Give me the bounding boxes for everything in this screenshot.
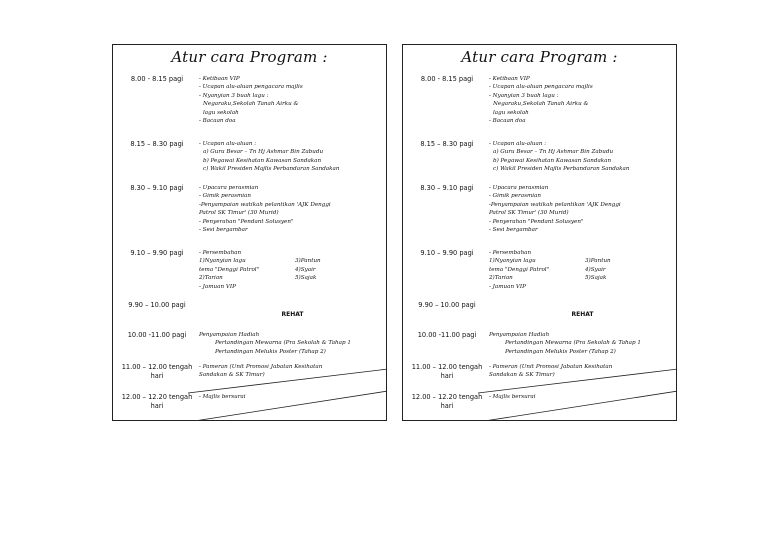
activity-list [489,331,672,356]
time-slot: 8.30 – 9.10 pagi [130,184,184,192]
time-slot: 9.10 – 9.90 pagi [420,249,474,257]
activity-line: - Ketibaan VIP [199,76,240,82]
activity-line: - Majlis bersurai [199,394,246,400]
activity-line: - Gimik perasmian [199,193,251,200]
performance-item: 2)Tarian [199,275,223,282]
activity-line: - Bacaan doa [199,118,236,125]
activity-list [199,363,382,380]
activity-line: Negaraku,Sekolah Tanah Airku & [203,101,299,108]
performance-grid [199,257,382,282]
performance-item: 3)Pantun [585,258,611,265]
time-slot: 11.00 – 12.00 tengah hari [121,363,193,380]
activity-line: -Penyampaian watikah pelantikan 'AJK Denggi [199,201,331,208]
activity-list [199,140,382,174]
activity-line: - Majlis bersurai [489,394,536,400]
activity-line: - Ucapan alu-aluan pengacara majlis [199,84,303,91]
activity-line: -Penyampaian watikah pelantikan 'AJK Denggi [489,201,621,208]
activity-list [489,75,672,125]
activity-line: - Bacaan doa [489,118,526,125]
activity-line: - Ucapan alu-aluan : [489,141,547,147]
performance-item: 4)Syair [585,266,606,273]
rehat-label: REHAT [571,311,594,318]
performance-item: 4)Syair [295,266,316,273]
activity-line: - Upacara perasmian [199,185,259,191]
activity-line: - Persembahan [199,250,242,256]
time-slot: 11.00 – 12.00 tengah hari [411,363,483,380]
activity-line: Pertandingan Melukis Poster (Tahap 2) [505,348,616,355]
performance-grid [489,257,672,282]
page-title: Atur cara Program : [171,48,328,66]
activity-line: lagu sekolah [493,109,529,116]
activity-line: Pertandingan Mewarna (Pra Sekolah & Tahap 1 [215,340,351,347]
activity-line: - Sesi bergambar [489,227,538,234]
activity-line: Sandakan & SK Timur) [199,372,265,379]
activity-line: a) Guru Besar – Tn Hj Ashmar Bin Zabudu [203,149,324,156]
activity-line: - Sesi bergambar [199,227,248,234]
activity-line: - Ketibaan VIP [489,76,530,82]
performance-item: 3)Pantun [295,258,321,265]
activity-line: - Ucapan alu-aluan : [199,141,257,147]
activity-list [199,331,382,356]
activity-line: Negaraku,Sekolah Tanah Airku & [493,101,589,108]
activity-list [489,184,672,234]
activity-list [199,393,382,401]
activity-line: - Pameran (Unit Promosi Jabatan Kesihatan [199,364,323,370]
performance-item: 2)Tarian [489,275,513,282]
program-card-left [112,44,387,421]
performance-item: 5)Sajak [585,275,607,282]
activity-line: Penyampaian Hadiah [489,332,550,338]
performance-item: 1)Nyanyian lagu [489,258,536,265]
activity-line: Patrol SK Timur' (30 Murid) [199,210,279,217]
activity-line: - Gimik perasmian [489,193,541,200]
activity-line: b) Pegawai Kesihatan Kawasan Sandakan [493,157,612,164]
time-slot: 10.00 -11.00 pagi [127,331,187,339]
activity-line: - Jamuan VIP [489,283,526,290]
activity-line: - Nyanyian 3 buah lagu : [489,92,559,99]
performance-item: tema "Denggi Patrol" [199,266,260,273]
performance-item: tema "Denggi Patrol" [489,266,550,273]
time-slot: 8.30 – 9.10 pagi [420,184,474,192]
activity-line: Pertandingan Melukis Poster (Tahap 2) [215,348,326,355]
page-title: Atur cara Program : [461,48,618,66]
activity-list [489,363,672,380]
rehat-label: REHAT [281,311,304,318]
performance-item: 5)Sajak [295,275,317,282]
activity-line: - Ucapan alu-aluan pengacara majlis [489,84,593,91]
activity-line: Penyampaian Hadiah [199,332,260,338]
performance-item: 1)Nyanyian lagu [199,258,246,265]
activity-line: Pertandingan Mewarna (Pra Sekolah & Tahap 1 [505,340,641,347]
time-slot: 8.00 - 8.15 pagi [420,75,474,83]
activity-list [199,184,382,234]
activity-line: a) Guru Besar – Tn Hj Ashmar Bin Zabudu [493,149,614,156]
time-slot: 9.90 – 10.00 pagi [128,301,186,309]
activity-list [489,249,672,291]
activity-line: - Penyerahan "Pendant Solusyen" [199,218,294,225]
time-slot: 9.10 – 9.90 pagi [130,249,184,257]
activity-line: - Penyerahan "Pendant Solusyen" [489,218,584,225]
activity-list [489,140,672,174]
time-slot: 8.00 - 8.15 pagi [130,75,184,83]
activity-line: Patrol SK Timur' (30 Murid) [489,210,569,217]
activity-line: lagu sekolah [203,109,239,116]
activity-line: - Pameran (Unit Promosi Jabatan Kesihatan [489,364,613,370]
activity-line: - Upacara perasmian [489,185,549,191]
activity-line: - Nyanyian 3 buah lagu : [199,92,269,99]
activity-list [489,393,672,401]
activity-line: - Persembahan [489,250,532,256]
activity-line: c) Wakil Presiden Majlis Perbandaran Sandakan [493,166,630,173]
time-slot: 9.90 – 10.00 pagi [418,301,476,309]
time-slot: 12.00 – 12.20 tengah hari [411,393,483,410]
activity-list [199,249,382,291]
activity-list [199,75,382,125]
activity-line: - Jamuan VIP [199,283,236,290]
activity-line: b) Pegawai Kesihatan Kawasan Sandakan [203,157,322,164]
time-slot: 8.15 – 8.30 pagi [130,140,184,148]
activity-line: Sandakan & SK Timur) [489,372,555,379]
program-card-right [402,44,677,421]
activity-line: c) Wakil Presiden Majlis Perbandaran Sandakan [203,166,340,173]
time-slot: 12.00 – 12.20 tengah hari [121,393,193,410]
time-slot: 8.15 – 8.30 pagi [420,140,474,148]
time-slot: 10.00 -11.00 pagi [417,331,477,339]
